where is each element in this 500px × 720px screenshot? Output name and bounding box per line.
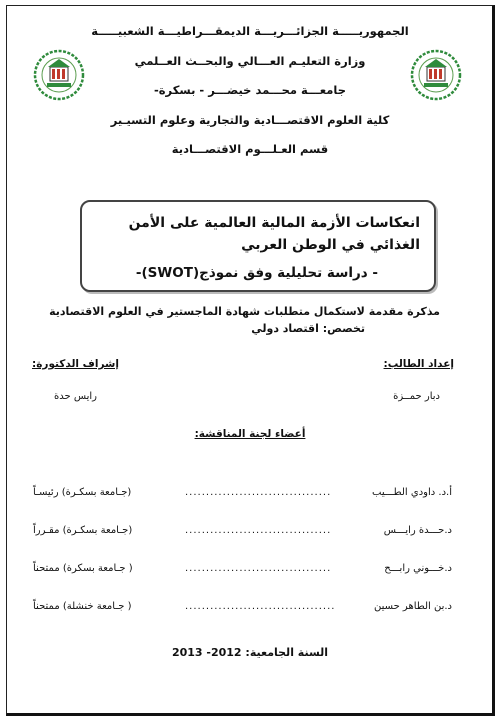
republic-line: الجمهوريـــــة الجزائـــريـــة الديمقـــراطيـــة الشعبيـــــة [91, 24, 409, 38]
supervisor-label: إشراف الدكتورة: [32, 358, 119, 370]
member-dots: ................................... [185, 563, 332, 574]
member-name: د.حـــدة رايـــس [383, 525, 452, 536]
student-name: دبار حمــزة [393, 391, 440, 402]
member-role: ( جـامعة خنشلة) ممتحناً [33, 601, 132, 612]
member-name: أ.د. داودي الطـــيب [372, 487, 452, 498]
committee-label [0, 428, 500, 440]
member-name: د.بن الطاهر حسين [374, 601, 452, 612]
thesis-subtitle: - دراسة تحليلية وفق نموذج(SWOT)- [135, 265, 378, 281]
member-dots: ................................... [185, 525, 332, 536]
member-name: د.خـــوني رابـــح [384, 563, 452, 574]
specialty-line: تخصص: اقتصاد دولي [251, 322, 365, 335]
student-label: إعداد الطالب: [383, 358, 454, 370]
faculty-line: كلية العلوم الاقتصـــادية والتجارية وعلوم التسيـير [110, 113, 390, 127]
committee-member-row [0, 563, 500, 579]
member-role: (جـامعة بسكـرة) رئيسـاً [33, 487, 132, 498]
member-role: ( جـامعة بسكرة) ممتحناً [33, 563, 133, 574]
thesis-title-box [80, 200, 436, 292]
supervisor-name: رايس حدة [54, 391, 97, 402]
committee-member-row [0, 525, 500, 541]
ministry-line: وزارة التعليـم العـــالي والبحــث العــلمي [134, 54, 366, 68]
member-dots: ................................... [185, 487, 332, 498]
university-line: جامعـــة محـــمد خيضـــر - بسكرة- [153, 83, 346, 97]
committee-member-row [0, 487, 500, 503]
academic-year: السنة الجامعية: 2012- 2013 [171, 646, 329, 659]
member-role: (جـامعة بسكـرة) مقـرراً [33, 525, 133, 536]
committee-member-row [0, 601, 500, 617]
memo-description: مذكرة مقدمة لاستكمال متطلبات شهادة الماجستير في العلوم الاقتصادية [49, 305, 440, 318]
member-dots: .................................... [185, 601, 336, 612]
department-line: قسم العـلـــوم الاقتصـــادية [171, 142, 329, 156]
committee-label-text: أعضاء لجنة المناقشة: [194, 428, 306, 440]
thesis-title: انعكاسات الأزمة المالية العالمية على الأمن الغذائي في الوطن العربي [128, 215, 420, 253]
